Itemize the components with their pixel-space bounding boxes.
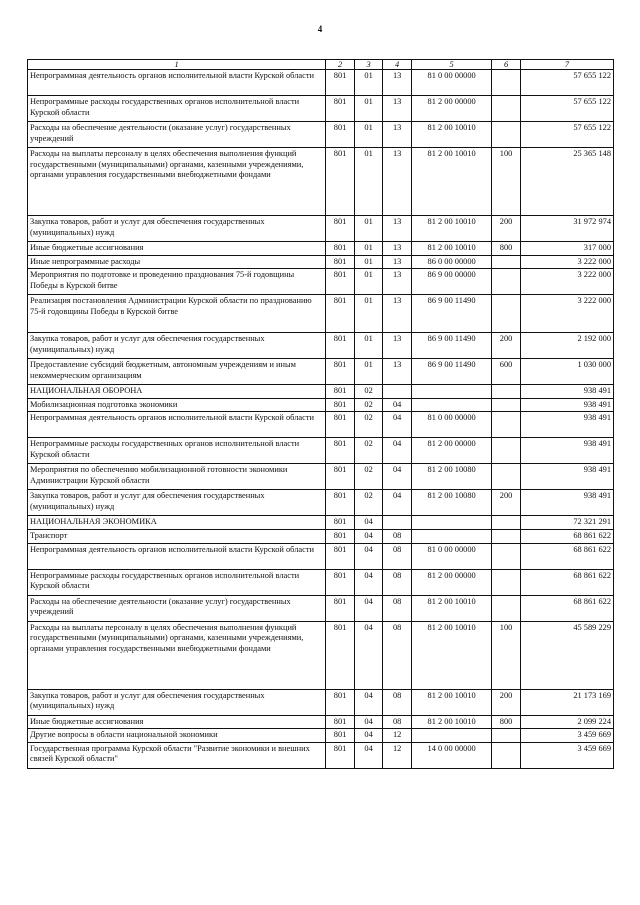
row-ved-code: 801	[326, 715, 355, 729]
row-amount: 938 491	[520, 398, 613, 412]
row-name: Закупка товаров, работ и услуг для обеспечения государственных (муниципальных) нужд	[28, 333, 326, 359]
row-name: Расходы на выплаты персоналу в целях обеспечения выполнения функций государственными (муниципальными) органами, казенными учреждениями, органами управления государственными внебюджетными фондами	[28, 621, 326, 689]
row-section: 02	[354, 438, 383, 464]
row-expense-type	[492, 464, 521, 490]
row-name: Непрограммная деятельность органов исполнительной власти Курской области	[28, 412, 326, 438]
row-target-article: 86 9 00 00000	[411, 269, 491, 295]
row-name: НАЦИОНАЛЬНАЯ ЭКОНОМИКА	[28, 516, 326, 530]
row-expense-type	[492, 438, 521, 464]
row-expense-type	[492, 569, 521, 595]
row-ved-code: 801	[326, 438, 355, 464]
row-section: 01	[354, 333, 383, 359]
table-row	[28, 438, 614, 464]
table-row	[28, 529, 614, 543]
column-header: 1	[28, 60, 326, 70]
row-expense-type: 800	[492, 242, 521, 256]
row-amount: 68 861 622	[520, 543, 613, 569]
row-target-article: 81 2 00 10010	[411, 689, 491, 715]
row-expense-type: 200	[492, 689, 521, 715]
table-row	[28, 96, 614, 122]
row-name: Реализация постановления Администрации Курской области по празднованию 75-й годовщины Победы в Курской битве	[28, 295, 326, 333]
row-section: 01	[354, 359, 383, 385]
row-amount: 938 491	[520, 490, 613, 516]
row-target-article	[411, 516, 491, 530]
row-amount: 21 173 169	[520, 689, 613, 715]
table-row	[28, 715, 614, 729]
table-row	[28, 255, 614, 269]
row-amount: 3 459 669	[520, 729, 613, 743]
row-expense-type	[492, 269, 521, 295]
row-expense-type	[492, 122, 521, 148]
row-section: 04	[354, 516, 383, 530]
table-row	[28, 595, 614, 621]
row-name: Закупка товаров, работ и услуг для обеспечения государственных (муниципальных) нужд	[28, 689, 326, 715]
row-name: Непрограммная деятельность органов исполнительной власти Курской области	[28, 70, 326, 96]
row-ved-code: 801	[326, 569, 355, 595]
row-subsection	[383, 516, 412, 530]
column-header: 3	[354, 60, 383, 70]
table-row	[28, 148, 614, 216]
row-section: 01	[354, 122, 383, 148]
row-name: Государственная программа Курской области "Развитие экономики и внешних связей Курской области"	[28, 742, 326, 768]
table-row	[28, 70, 614, 96]
row-expense-type: 200	[492, 333, 521, 359]
row-ved-code: 801	[326, 464, 355, 490]
table-row	[28, 385, 614, 399]
row-target-article	[411, 398, 491, 412]
table-row	[28, 359, 614, 385]
row-target-article: 14 0 00 00000	[411, 742, 491, 768]
row-subsection: 13	[383, 70, 412, 96]
row-amount: 68 861 622	[520, 569, 613, 595]
table-row	[28, 689, 614, 715]
table-row	[28, 269, 614, 295]
row-target-article: 81 2 00 10010	[411, 595, 491, 621]
row-amount: 57 655 122	[520, 70, 613, 96]
row-subsection: 13	[383, 216, 412, 242]
table-row	[28, 543, 614, 569]
row-expense-type	[492, 742, 521, 768]
row-amount: 938 491	[520, 412, 613, 438]
table-row	[28, 621, 614, 689]
budget-table	[27, 59, 614, 769]
row-expense-type: 200	[492, 216, 521, 242]
row-amount: 68 861 622	[520, 529, 613, 543]
row-subsection: 13	[383, 269, 412, 295]
row-subsection: 08	[383, 569, 412, 595]
table-row	[28, 569, 614, 595]
row-expense-type	[492, 543, 521, 569]
row-amount: 3 459 669	[520, 742, 613, 768]
row-subsection: 04	[383, 490, 412, 516]
row-ved-code: 801	[326, 96, 355, 122]
row-target-article: 86 0 00 00000	[411, 255, 491, 269]
row-name: Непрограммные расходы государственных органов исполнительной власти Курской области	[28, 438, 326, 464]
row-subsection	[383, 385, 412, 399]
row-expense-type: 800	[492, 715, 521, 729]
row-subsection: 13	[383, 333, 412, 359]
row-section: 04	[354, 729, 383, 743]
row-subsection: 08	[383, 621, 412, 689]
row-amount: 3 222 000	[520, 255, 613, 269]
row-amount: 57 655 122	[520, 122, 613, 148]
row-name: Непрограммные расходы государственных органов исполнительной власти Курской области	[28, 569, 326, 595]
row-amount: 31 972 974	[520, 216, 613, 242]
row-section: 04	[354, 569, 383, 595]
row-subsection: 04	[383, 398, 412, 412]
row-name: НАЦИОНАЛЬНАЯ ОБОРОНА	[28, 385, 326, 399]
row-expense-type	[492, 398, 521, 412]
row-section: 04	[354, 621, 383, 689]
row-amount: 2 192 000	[520, 333, 613, 359]
table-row	[28, 729, 614, 743]
table-row	[28, 216, 614, 242]
table-row	[28, 295, 614, 333]
row-name: Мероприятия по обеспечению мобилизационной готовности экономики Администрации Курской области	[28, 464, 326, 490]
table-row	[28, 516, 614, 530]
row-target-article: 81 2 00 00000	[411, 569, 491, 595]
row-ved-code: 801	[326, 689, 355, 715]
row-ved-code: 801	[326, 70, 355, 96]
row-name: Иные бюджетные ассигнования	[28, 242, 326, 256]
row-name: Непрограммные расходы государственных органов исполнительной власти Курской области	[28, 96, 326, 122]
row-subsection: 12	[383, 742, 412, 768]
row-name: Другие вопросы в области национальной экономики	[28, 729, 326, 743]
row-target-article: 81 2 00 10080	[411, 464, 491, 490]
table-row	[28, 464, 614, 490]
row-section: 04	[354, 543, 383, 569]
row-expense-type	[492, 529, 521, 543]
row-ved-code: 801	[326, 255, 355, 269]
row-ved-code: 801	[326, 595, 355, 621]
row-section: 01	[354, 269, 383, 295]
row-subsection: 13	[383, 148, 412, 216]
column-header: 5	[411, 60, 491, 70]
column-header: 2	[326, 60, 355, 70]
row-amount: 68 861 622	[520, 595, 613, 621]
row-name: Расходы на выплаты персоналу в целях обеспечения выполнения функций государственными (муниципальными) органами, казенными учреждениями, органами управления государственными внебюджетными фондами	[28, 148, 326, 216]
row-ved-code: 801	[326, 242, 355, 256]
row-name: Транспорт	[28, 529, 326, 543]
row-amount: 3 222 000	[520, 295, 613, 333]
row-amount: 2 099 224	[520, 715, 613, 729]
row-expense-type	[492, 412, 521, 438]
row-expense-type	[492, 516, 521, 530]
row-subsection: 08	[383, 543, 412, 569]
row-ved-code: 801	[326, 333, 355, 359]
row-name: Закупка товаров, работ и услуг для обеспечения государственных (муниципальных) нужд	[28, 490, 326, 516]
row-expense-type: 100	[492, 621, 521, 689]
row-section: 04	[354, 529, 383, 543]
row-target-article: 81 2 00 10010	[411, 122, 491, 148]
row-section: 01	[354, 255, 383, 269]
column-header: 7	[520, 60, 613, 70]
row-ved-code: 801	[326, 543, 355, 569]
row-section: 01	[354, 216, 383, 242]
row-name: Иные бюджетные ассигнования	[28, 715, 326, 729]
row-expense-type: 600	[492, 359, 521, 385]
row-name: Расходы на обеспечение деятельности (оказание услуг) государственных учреждений	[28, 122, 326, 148]
row-section: 02	[354, 490, 383, 516]
row-ved-code: 801	[326, 490, 355, 516]
row-target-article: 81 0 00 00000	[411, 543, 491, 569]
row-expense-type	[492, 729, 521, 743]
row-section: 02	[354, 385, 383, 399]
row-section: 04	[354, 689, 383, 715]
row-ved-code: 801	[326, 359, 355, 385]
row-ved-code: 801	[326, 729, 355, 743]
row-section: 01	[354, 295, 383, 333]
row-section: 01	[354, 96, 383, 122]
row-subsection: 12	[383, 729, 412, 743]
row-ved-code: 801	[326, 269, 355, 295]
row-ved-code: 801	[326, 398, 355, 412]
row-name: Мероприятия по подготовке и проведению празднования 75-й годовщины Победы в Курской битве	[28, 269, 326, 295]
row-amount: 45 589 229	[520, 621, 613, 689]
row-expense-type	[492, 295, 521, 333]
row-amount: 938 491	[520, 464, 613, 490]
row-subsection: 04	[383, 412, 412, 438]
table-row	[28, 412, 614, 438]
row-subsection: 08	[383, 715, 412, 729]
row-subsection: 04	[383, 438, 412, 464]
row-subsection: 04	[383, 464, 412, 490]
row-ved-code: 801	[326, 295, 355, 333]
row-target-article	[411, 529, 491, 543]
row-section: 01	[354, 148, 383, 216]
row-subsection: 13	[383, 242, 412, 256]
table-row	[28, 122, 614, 148]
row-name: Мобилизационная подготовка экономики	[28, 398, 326, 412]
row-section: 01	[354, 242, 383, 256]
row-ved-code: 801	[326, 516, 355, 530]
row-target-article: 81 0 00 00000	[411, 70, 491, 96]
row-ved-code: 801	[326, 621, 355, 689]
table-row	[28, 242, 614, 256]
row-section: 01	[354, 70, 383, 96]
row-target-article	[411, 729, 491, 743]
row-target-article: 86 9 00 11490	[411, 333, 491, 359]
row-subsection: 08	[383, 595, 412, 621]
row-target-article: 86 9 00 11490	[411, 295, 491, 333]
row-expense-type: 200	[492, 490, 521, 516]
row-subsection: 13	[383, 255, 412, 269]
row-target-article: 81 0 00 00000	[411, 412, 491, 438]
row-name: Закупка товаров, работ и услуг для обеспечения государственных (муниципальных) нужд	[28, 216, 326, 242]
row-amount: 57 655 122	[520, 96, 613, 122]
row-section: 04	[354, 742, 383, 768]
table-row	[28, 490, 614, 516]
row-amount: 72 321 291	[520, 516, 613, 530]
row-ved-code: 801	[326, 742, 355, 768]
row-section: 04	[354, 595, 383, 621]
row-subsection: 08	[383, 689, 412, 715]
row-subsection: 13	[383, 96, 412, 122]
column-header: 6	[492, 60, 521, 70]
row-target-article: 86 9 00 11490	[411, 359, 491, 385]
row-subsection: 13	[383, 122, 412, 148]
table-row	[28, 333, 614, 359]
row-target-article: 81 2 00 00000	[411, 96, 491, 122]
row-target-article: 81 2 00 10010	[411, 148, 491, 216]
row-ved-code: 801	[326, 412, 355, 438]
row-subsection: 13	[383, 359, 412, 385]
row-target-article: 81 2 00 10010	[411, 216, 491, 242]
row-ved-code: 801	[326, 216, 355, 242]
row-expense-type	[492, 385, 521, 399]
table-row	[28, 742, 614, 768]
row-target-article: 81 2 00 10010	[411, 242, 491, 256]
row-amount: 1 030 000	[520, 359, 613, 385]
row-target-article: 81 2 00 10010	[411, 621, 491, 689]
table-row	[28, 398, 614, 412]
row-ved-code: 801	[326, 122, 355, 148]
column-number-row	[28, 60, 614, 70]
row-ved-code: 801	[326, 529, 355, 543]
row-section: 04	[354, 715, 383, 729]
row-expense-type: 100	[492, 148, 521, 216]
row-expense-type	[492, 595, 521, 621]
row-section: 02	[354, 464, 383, 490]
row-amount: 317 000	[520, 242, 613, 256]
row-ved-code: 801	[326, 148, 355, 216]
row-expense-type	[492, 70, 521, 96]
row-amount: 3 222 000	[520, 269, 613, 295]
row-section: 02	[354, 398, 383, 412]
row-target-article: 81 2 00 10010	[411, 715, 491, 729]
row-subsection: 08	[383, 529, 412, 543]
column-header: 4	[383, 60, 412, 70]
row-name: Иные непрограммные расходы	[28, 255, 326, 269]
row-target-article: 81 2 00 10080	[411, 490, 491, 516]
row-amount: 938 491	[520, 385, 613, 399]
row-ved-code: 801	[326, 385, 355, 399]
row-subsection: 13	[383, 295, 412, 333]
row-expense-type	[492, 96, 521, 122]
row-expense-type	[492, 255, 521, 269]
page-number: 4	[317, 24, 323, 34]
row-name: Расходы на обеспечение деятельности (оказание услуг) государственных учреждений	[28, 595, 326, 621]
row-amount: 938 491	[520, 438, 613, 464]
row-section: 02	[354, 412, 383, 438]
row-name: Непрограммная деятельность органов исполнительной власти Курской области	[28, 543, 326, 569]
row-amount: 25 365 148	[520, 148, 613, 216]
row-target-article: 81 2 00 00000	[411, 438, 491, 464]
row-target-article	[411, 385, 491, 399]
row-name: Предоставление субсидий бюджетным, автономным учреждениям и иным некоммерческим организациям	[28, 359, 326, 385]
